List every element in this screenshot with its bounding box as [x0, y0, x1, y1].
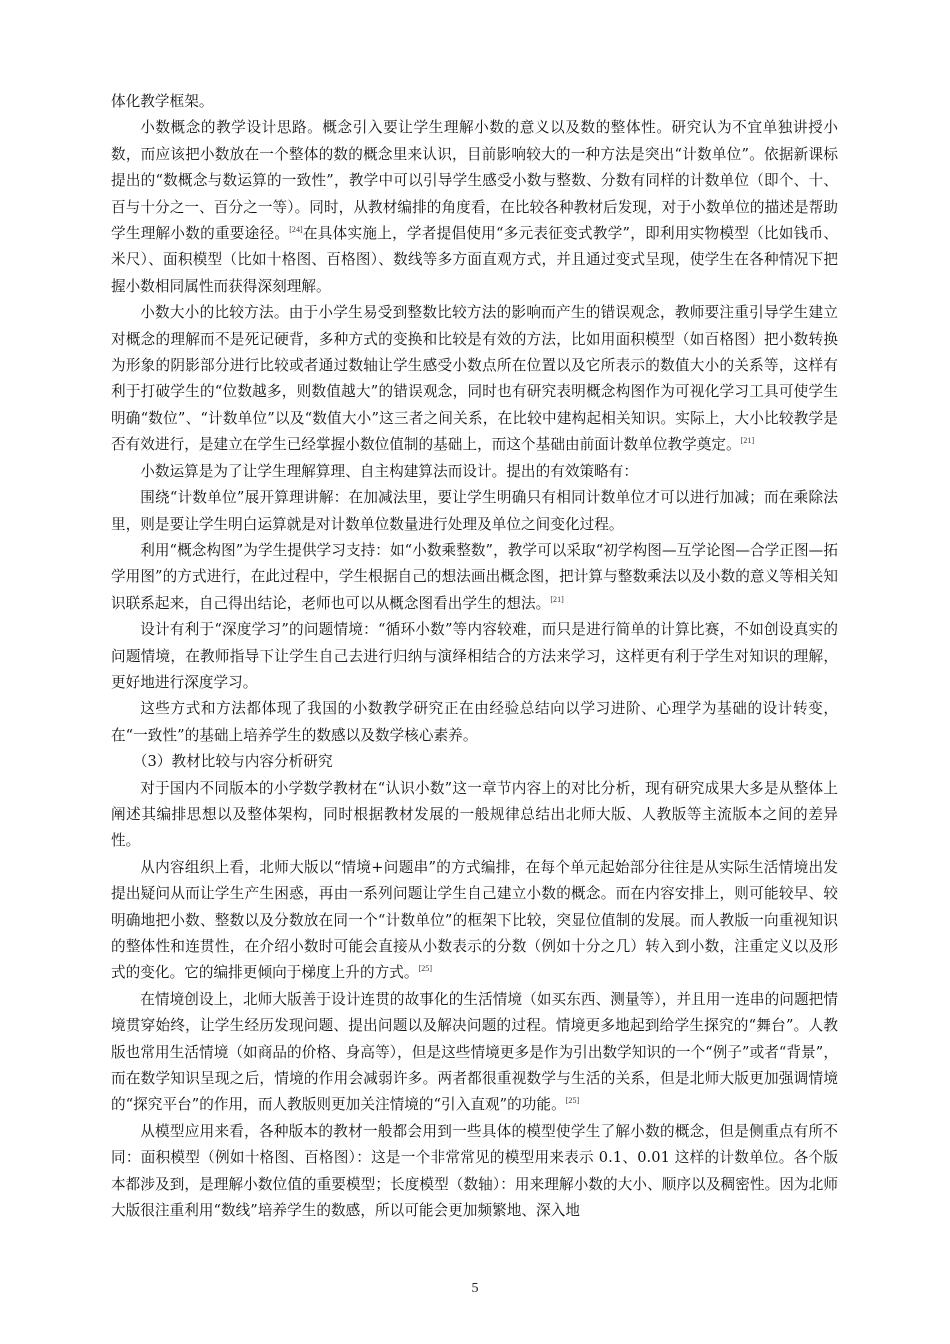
paragraph-text: 设计有利于“深度学习”的问题情境：“循环小数”等内容较难，而只是进行简单的计算比赛，不如创设真实的问题情境，在教师指导下让学生自己去进行归纳与演绎相结合的方法来学习，这样更有利于学生对知识的理解，更好地进行深度学习。: [111, 621, 838, 691]
citation-ref[interactable]: [24]: [289, 225, 303, 235]
paragraph-text: 从模型应用来看，各种版本的教材一般都会用到一些具体的模型使学生了解小数的概念，但是侧重点有所不同：面积模型（例如十格图、百格图）：这是一个非常常见的模型用来表示 0.1、0.01 这样的计数单位。各个版本都涉及到，是理解小数位值的重要模型；长度模型（数轴）：用来理解小数的大小、顺序以及稠密性。因为北师大版很注重利用“数线”培养学生的数感，所以可能会更加频繁地、深入地: [111, 1122, 838, 1220]
section-heading: [111, 749, 838, 775]
page-number: 5: [471, 1281, 479, 1296]
paragraph-text: 在具体实施上，学者提倡使用“多元表征变式教学”，即利用实物模型（比如钱币、米尺）、面积模型（比如十格图、百格图）、数线等多方面直观方式，并且通过变式呈现，使学生在各种情况下把握小数相同属性而获得深刻理解。: [111, 225, 838, 295]
paragraph-text: 小数运算是为了让学生理解算理、自主构建算法而设计。提出的有效策略有：: [140, 462, 639, 480]
citation-ref[interactable]: [21]: [740, 436, 755, 446]
paragraph-decimal-compare: [111, 300, 838, 458]
paragraph-concept-map: [111, 538, 838, 617]
paragraph-model-application: [111, 1119, 838, 1225]
paragraph-text: 体化教学框架。: [111, 93, 214, 110]
paragraph-text: 对于国内不同版本的小学数学教材在“认识小数”这一章节内容上的对比分析，现有研究成果大多是从整体上阐述其编排思想以及整体架构，同时根据教材发展的一般规律总结出北师大版、人教版等主流版本之间的差异性。: [111, 779, 838, 850]
body-text: [111, 89, 838, 1224]
citation-ref[interactable]: [25]: [418, 964, 433, 974]
paragraph-situation-design: [111, 987, 838, 1119]
paragraph-content-organization: [111, 855, 838, 987]
paragraph-text: 这些方式和方法都体现了我国的小数教学研究正在由经验总结向以学习进阶、心理学为基础的设计转变，在“一致性”的基础上培养学生的数感以及数学核心素养。: [111, 700, 838, 744]
paragraph-decimal-operations: [111, 459, 838, 485]
heading-text: （3）教材比较与内容分析研究: [132, 753, 333, 771]
paragraph-continuation: [111, 89, 838, 115]
paragraph-text: 从内容组织上看，北师大版以“情境+问题串”的方式编排，在每个单元起始部分往往是从实际生活情境出发提出疑问从而让学生产生困惑，再由一系列问题让学生自己建立小数的概念。而在内容安排上，则可能较早、较明确地把小数、整数以及分数放在同一个“计数单位”的框架下比较，突显位值制的发展。而人教版一向重视知识的整体性和连贯性，在介绍小数时可能会直接从小数表示的分数（例如十分之几）转入到小数，注重定义以及形式的变化。它的编排更倾向于梯度上升的方式。: [111, 858, 838, 982]
paragraph-summary: [111, 696, 838, 749]
paragraph-deep-learning: [111, 617, 838, 696]
paragraph-textbook-compare: [111, 776, 838, 855]
paragraph-text: 小数概念的教学设计思路。概念引入要让学生理解小数的意义以及数的整体性。研究认为不宜单独讲授小数，而应该把小数放在一个整体的数的概念里来认识，目前影响较大的一种方法是突出“计数单位”。依据新课标提出的“数概念与数运算的一致性”，教学中可以引导学生感受小数与整数、分数有同样的计数单位（即个、十、百与十分之一、百分之一等）。同时，从教材编排的角度看，在比较各种教材后发现，对于小数单位的描述是帮助学生理解小数的重要途径。: [111, 119, 838, 243]
citation-ref[interactable]: [21]: [550, 594, 564, 604]
paragraph-text: 小数大小的比较方法。由于小学生易受到整数比较方法的影响而产生的错误观念，教师要注重引导学生建立对概念的理解而不是死记硬背，多种方式的变换和比较是有效的方法，比如用面积模型（如百格图）把小数转换为形象的阴影部分进行比较或者通过数轴让学生感受小数点所在位置以及它所表示的数值大小的关系等，这样有利于打破学生的“位数越多，则数值越大”的错误观念，同时也有研究表明概念构图作为可视化学习工具可使学生明确“数位”、“计数单位”以及“数值大小”这三者之间关系，在比较中建构起相关知识。实际上，大小比较教学是否有效进行，是建立在学生已经掌握小数位值制的基础上，而这个基础由前面计数单位教学奠定。: [111, 304, 838, 454]
paragraph-text: 围绕“计数单位”展开算理讲解：在加减法里，要让学生明确只有相同计数单位才可以进行加减；而在乘除法里，则是要让学生明白运算就是对计数单位数量进行处理及单位之间变化过程。: [111, 489, 838, 533]
paragraph-text: 在情境创设上，北师大版善于设计连贯的故事化的生活情境（如买东西、测量等），并且用一连串的问题把情境贯穿始终，让学生经历发现问题、提出问题以及解决问题的过程。情境更多地起到给学生探究的“舞台”。人教版也常用生活情境（如商品的价格、身高等），但是这些情境更多是作为引出数学知识的一个“例子”或者“背景”，而在数学知识呈现之后，情境的作用会减弱许多。两者都很重视数学与生活的关系，但是北师大版更加强调情境的“探究平台”的作用，而人教版则更加关注情境的“引入直观”的功能。: [111, 990, 838, 1114]
citation-ref[interactable]: [25]: [565, 1096, 580, 1106]
paragraph-decimal-concept: [111, 115, 838, 300]
paragraph-counting-unit: [111, 485, 838, 538]
paragraph-text: 利用“概念构图”为学生提供学习支持：如“小数乘整数”，教学可以采取“初学构图—互学论图—合学正图—拓学用图”的方式进行，在此过程中，学生根据自己的想法画出概念图，把计算与整数乘法以及小数的意义等相关知识联系起来，自己得出结论，老师也可以从概念图看出学生的想法。: [111, 541, 838, 612]
